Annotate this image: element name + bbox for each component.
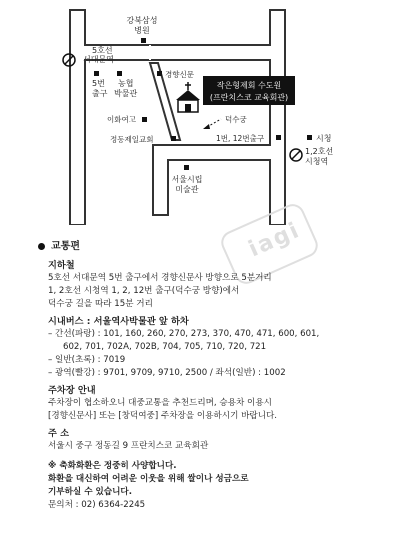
marker-deoksugung [203, 114, 247, 129]
svg-text:1,2호선: 1,2호선 [305, 147, 334, 156]
parking-line: 주차장이 협소하오니 대중교통을 추천드리며, 승용차 이용시 [48, 398, 272, 408]
notice-line: ※ 축화화환은 정중히 사양합니다. [48, 461, 177, 471]
svg-text:정동제일교회: 정동제일교회 [110, 135, 154, 144]
marker-museum [172, 165, 203, 194]
svg-text:경향신문: 경향신문 [165, 70, 194, 79]
svg-text:덕수궁: 덕수궁 [225, 115, 247, 124]
marker-nonghyup [114, 71, 137, 98]
notice-line: 화환을 대신하여 어려운 이웃을 위해 쌀이나 성금으로 [48, 474, 249, 484]
address-title: 주 소 [48, 428, 69, 439]
svg-text:이화여고: 이화여고 [107, 115, 136, 124]
svg-text:병원: 병원 [134, 26, 150, 35]
church-destination [176, 76, 295, 112]
svg-text:시청역: 시청역 [305, 157, 329, 166]
subway-line: 덕수궁 길을 따라 15분 거리 [48, 299, 153, 309]
bus-line: – 일반(초록) : 7019 [48, 355, 126, 365]
svg-text:출구: 출구 [92, 89, 108, 98]
svg-text:시청: 시청 [316, 134, 332, 143]
subway-line: 5호선 서대문역 5번 출구에서 경향신문사 방향으로 5분거리 [48, 273, 272, 283]
parking-title: 주차장 안내 [48, 385, 96, 396]
svg-text:작은형제회 수도원: 작은형제회 수도원 [216, 81, 282, 90]
svg-text:박물관: 박물관 [114, 89, 138, 98]
address-text: 서울시 중구 정동길 9 프란치스코 교육회관 [48, 441, 209, 451]
svg-text:5호선: 5호선 [92, 46, 113, 55]
svg-text:서울시립: 서울시립 [171, 175, 203, 184]
bus-title: 시내버스 : 서울역사박물관 앞 하차 [48, 316, 189, 327]
transport-info [48, 240, 388, 512]
marker-jeongdong-church [110, 134, 176, 144]
bus-line: – 광역(빨강) : 9701, 9709, 9710, 2500 / 좌석(일반) : 1002 [48, 368, 286, 378]
bullet-icon [38, 243, 45, 250]
svg-text:(프란치스코 교육회관): (프란치스코 교육회관) [209, 93, 289, 102]
location-map [0, 0, 400, 225]
transport-heading-text: 교통편 [51, 241, 80, 252]
watermark-stamp: iagi [217, 200, 321, 287]
marker-line12-cityhall [290, 146, 333, 166]
svg-text:서대문역: 서대문역 [83, 55, 114, 64]
parking-line: [경향신문사] 또는 [창덕여중] 주차장을 이용하시기 바랍니다. [48, 411, 278, 421]
marker-gangbuk-hospital [127, 15, 158, 43]
subway-title: 지하철 [48, 260, 75, 271]
svg-text:강북삼성: 강북삼성 [126, 16, 158, 25]
marker-ewha [107, 114, 147, 124]
marker-exit-1-12 [216, 133, 281, 143]
bus-line: – 간선(파랑) : 101, 160, 260, 270, 273, 370, 470, 471, 600, 601, [48, 329, 320, 339]
marker-city-hall [307, 133, 331, 143]
subway-line: 1, 2호선 시청역 1, 2, 12번 출구(덕수궁 방향)에서 [48, 286, 240, 296]
contact-text: 문의처 : 02) 6364-2245 [48, 500, 146, 510]
svg-text:1번, 12번출구: 1번, 12번출구 [216, 134, 265, 143]
notice-line: 기부하실 수 있습니다. [48, 487, 132, 497]
svg-text:농협: 농협 [118, 79, 134, 88]
transport-heading [38, 240, 388, 253]
bus-line: 602, 701, 702A, 702B, 704, 705, 710, 720, 721 [63, 342, 267, 352]
marker-exit5 [92, 71, 108, 98]
svg-text:미술관: 미술관 [175, 185, 199, 194]
notice-block [48, 460, 388, 512]
svg-text:5번: 5번 [92, 79, 105, 88]
